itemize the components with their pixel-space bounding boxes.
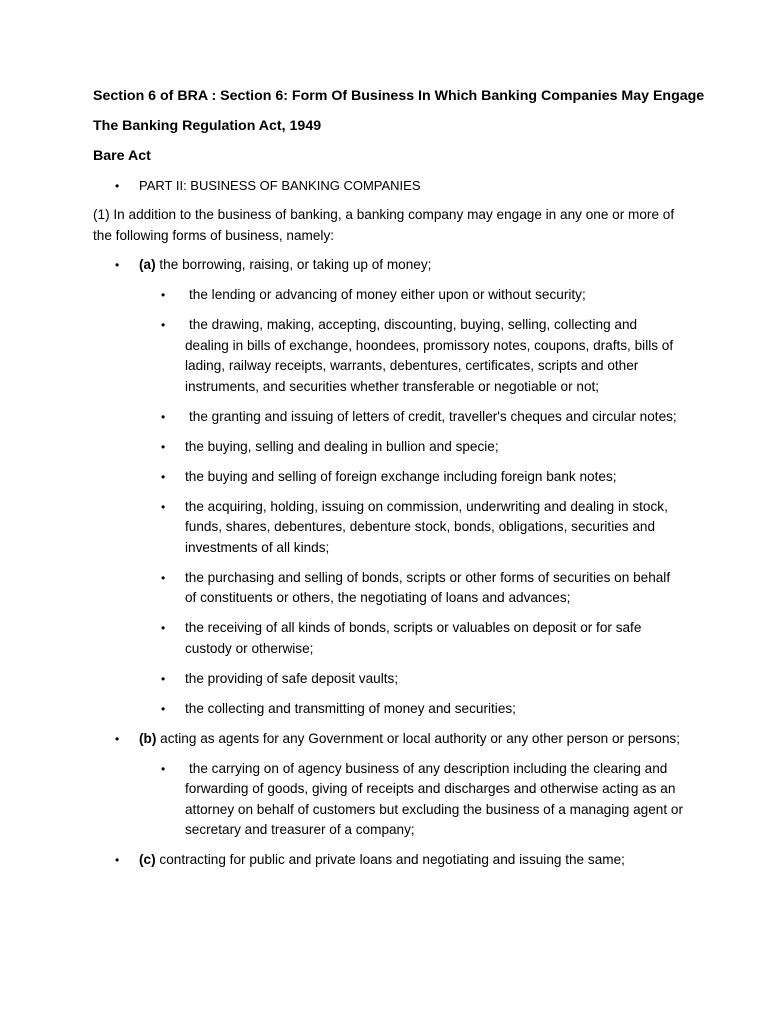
sub-item [139,759,683,841]
sub-item [139,437,683,458]
part-label: PART II: BUSINESS OF BANKING COMPANIES [139,178,421,193]
clause-label: (a) [139,257,156,272]
sub-item-text: the acquiring, holding, issuing on commission, underwriting and dealing in stock, funds, shares, debentures, debenture stock, bonds, obligations, securities and investments of all kinds; [185,498,668,555]
sub-item-text: the buying and selling of foreign exchange including foreign bank notes; [185,468,617,484]
sub-item-text: the receiving of all kinds of bonds, scripts or valuables on deposit or for safe custody or otherwise; [185,620,642,656]
bullet-icon: • [161,439,166,454]
sub-item [139,669,683,690]
sub-item [139,407,683,428]
bare-act-heading: Bare Act [93,148,151,164]
sub-item [139,467,683,488]
clause-list [93,255,683,871]
bullet-icon: • [161,469,166,484]
bullet-icon: • [161,288,166,302]
bullet-icon: • [161,671,166,686]
document-page [93,86,705,880]
bullet-icon: • [161,318,166,332]
sub-item [139,618,683,659]
section-title: Section 6 of BRA : Section 6: Form Of Business In Which Banking Companies May Engage [93,88,705,104]
sub-item [139,315,683,397]
sub-item [139,699,683,720]
bullet-icon: • [161,701,166,716]
sub-item-text: the drawing, making, accepting, discounting, buying, selling, collecting and dealing in bills of exchange, hoondees, promissory notes, coupons, drafts, bills of lading, railway receipts, warrants, debentures, certificates, scripts and other instruments, and securities whether transferable or negotiable or not; [185,317,674,394]
bullet-icon: • [115,853,120,867]
clause-text: acting as agents for any Government or local authority or any other person or persons; [160,730,681,746]
bullet-icon: • [161,499,166,514]
sub-item-text: the buying, selling and dealing in bullion and specie; [185,438,499,454]
clause-text: contracting for public and private loans and negotiating and issuing the same; [159,852,625,867]
clause-item [93,255,683,719]
sub-item-text: the lending or advancing of money either upon or without security; [189,287,586,302]
bullet-icon: • [115,258,120,272]
sub-item [139,497,683,559]
bullet-icon: • [115,731,120,746]
sub-item [139,285,683,306]
clause-label: (b) [139,730,157,746]
sub-item-list [139,759,683,841]
act-title: The Banking Regulation Act, 1949 [93,118,322,134]
bullet-icon: • [115,179,120,193]
sub-item-text: the carrying on of agency business of any description including the clearing and forwarding of goods, giving of receipts and discharges and otherwise acting as an attorney on behalf of customers but excluding the business of a managing agent or secretary and treasurer of a company; [185,760,683,837]
intro-paragraph: (1) In addition to the business of banking, a banking company may engage in any one or more of the following forms of business, namely: [93,207,675,243]
part-heading [93,176,683,196]
clause-text: the borrowing, raising, or taking up of money; [159,257,432,272]
sub-item-text: the collecting and transmitting of money and securities; [185,700,516,716]
sub-item-list [139,285,683,719]
clause-item [93,729,683,841]
clause-item [93,850,683,871]
clause-label: (c) [139,852,156,867]
sub-item-text: the purchasing and selling of bonds, scripts or other forms of securities on behalf of constituents or others, the negotiating of loans and advances; [185,569,671,605]
sub-item-text: the granting and issuing of letters of credit, traveller's cheques and circular notes; [189,408,677,424]
bullet-icon: • [161,409,166,424]
bullet-icon: • [161,570,166,585]
part-list [93,176,683,196]
bullet-icon: • [161,621,166,635]
bullet-icon: • [161,761,166,776]
sub-item-text: the providing of safe deposit vaults; [185,670,399,686]
sub-item [139,568,683,609]
